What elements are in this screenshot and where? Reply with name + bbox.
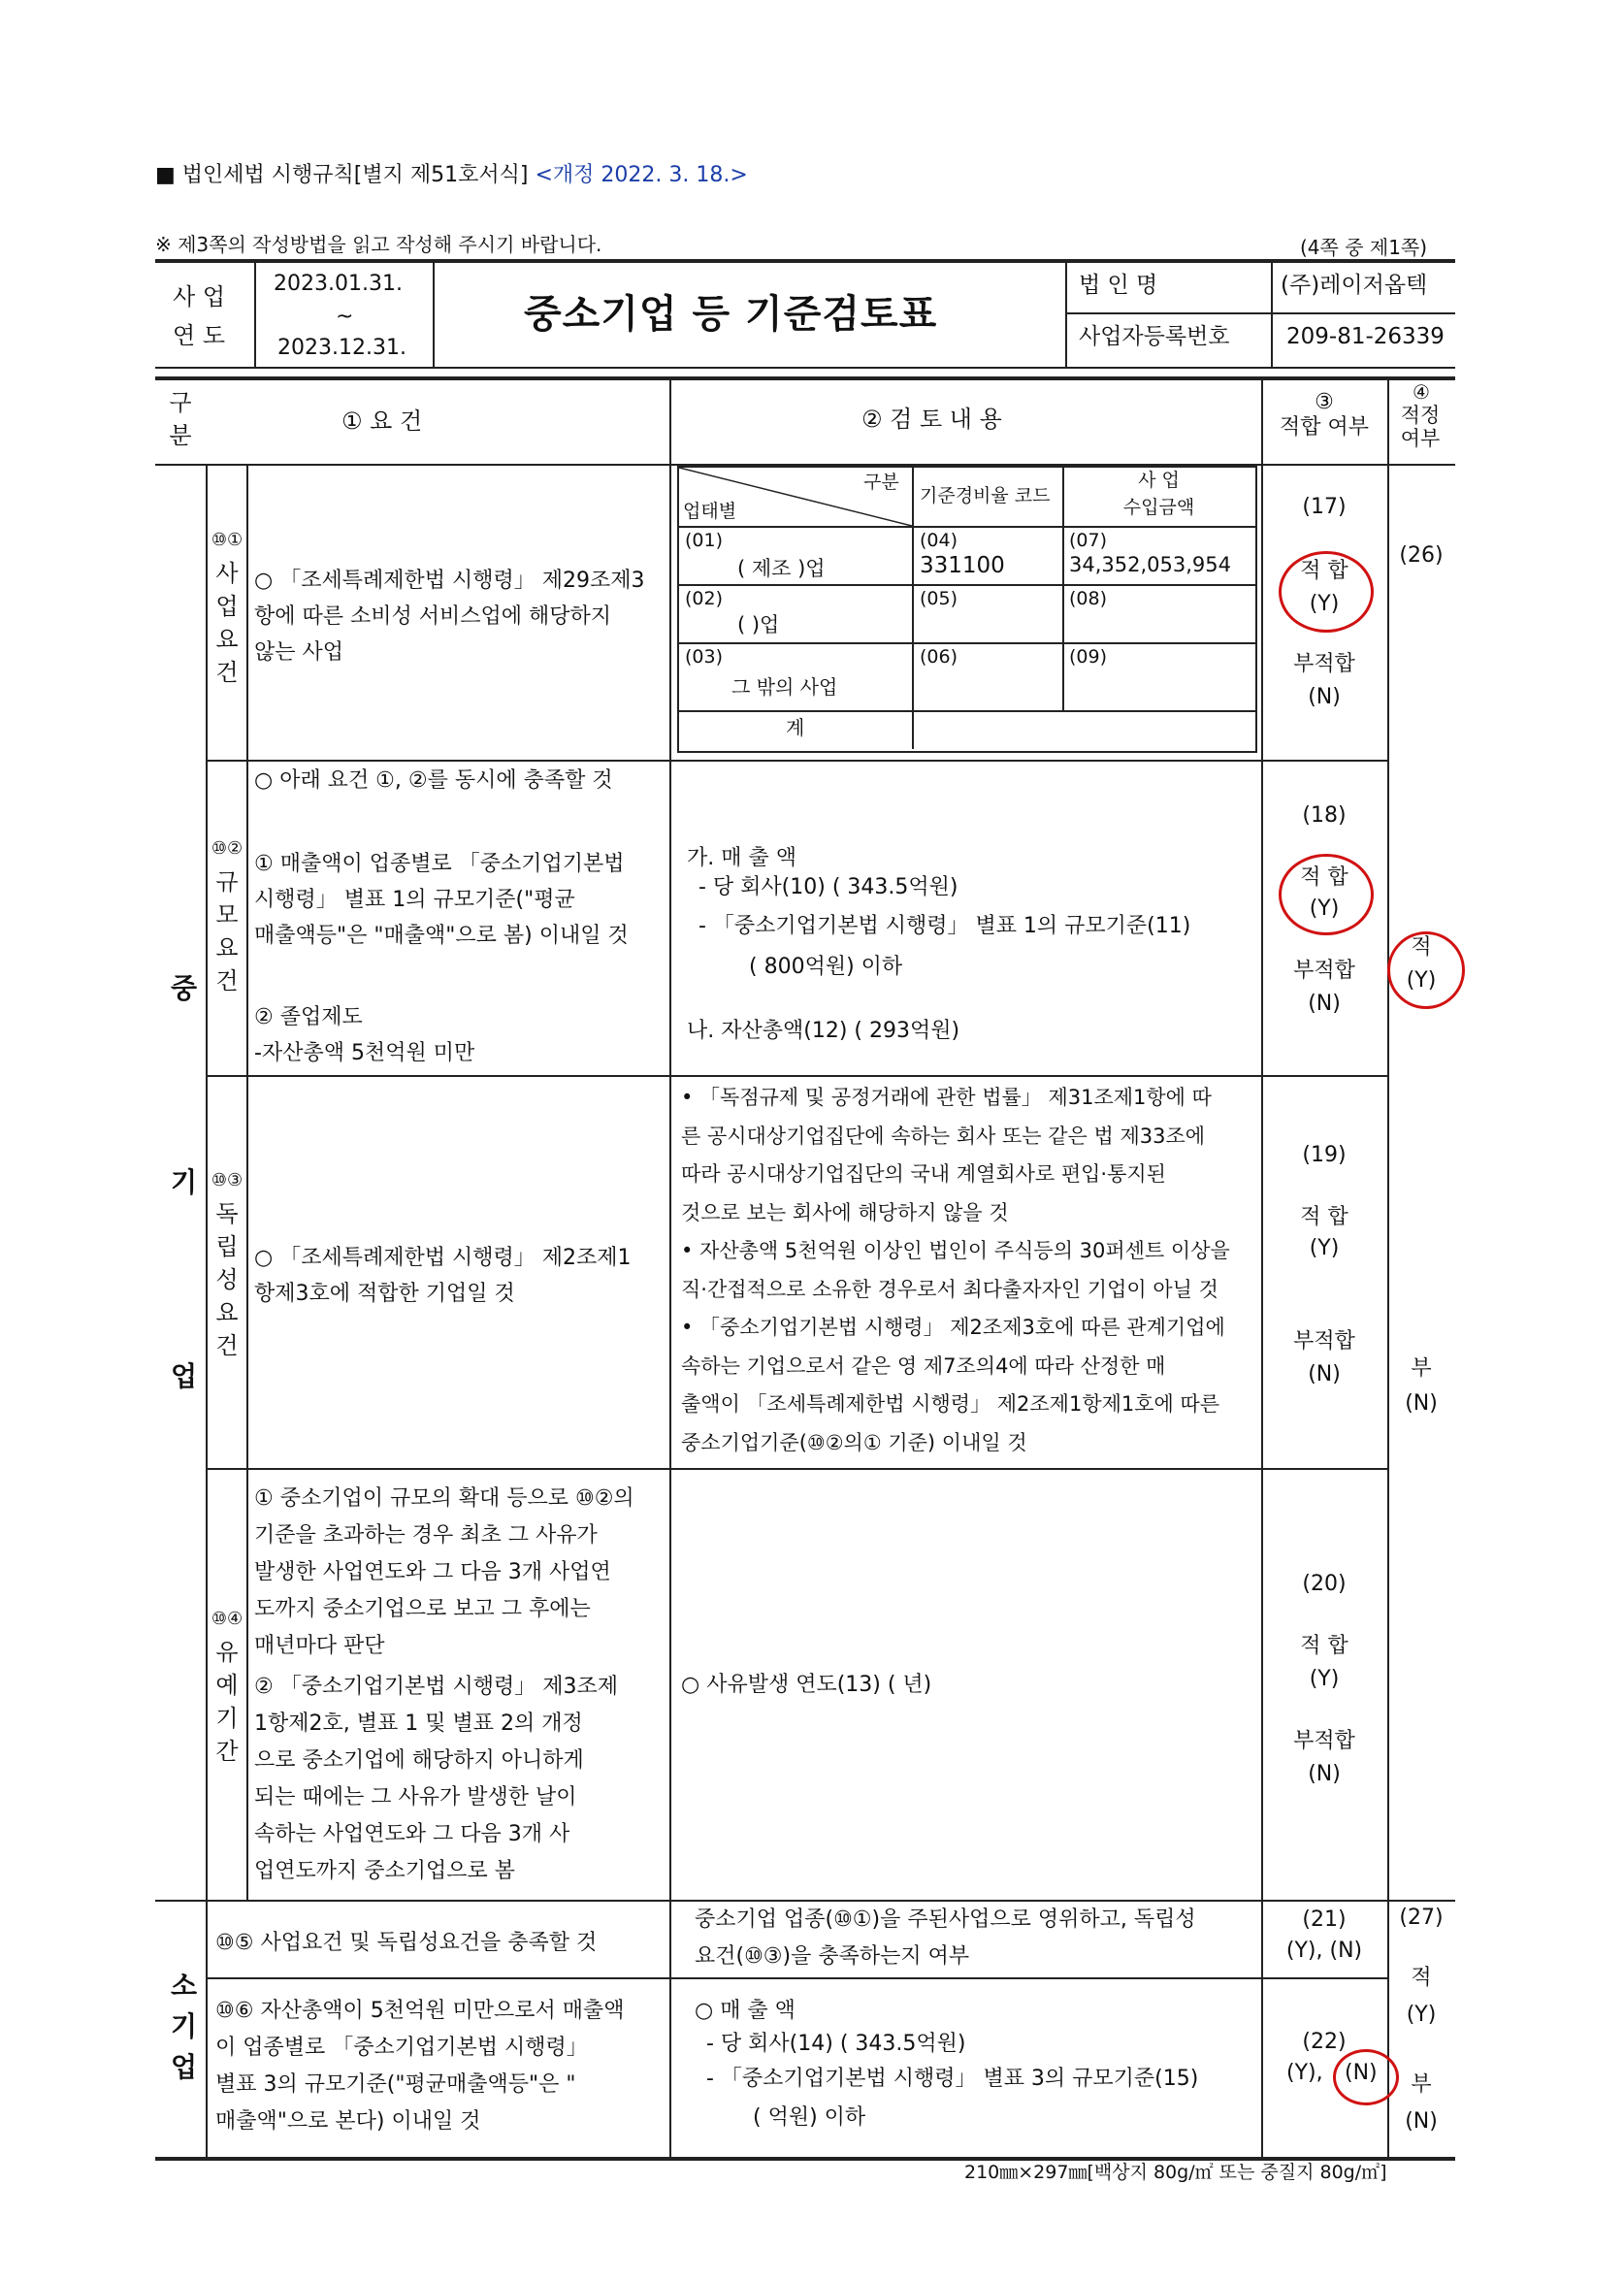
col-divider bbox=[669, 378, 671, 2157]
fit-yes-label: 적 합 bbox=[1300, 1205, 1348, 1229]
fit-yes-label: 적 합 bbox=[1300, 559, 1348, 583]
fit-no-code: (N) bbox=[1345, 2061, 1378, 2085]
divider bbox=[679, 710, 1255, 712]
group-label-sme: 업 bbox=[171, 1360, 198, 1392]
divider bbox=[912, 468, 914, 749]
group-label-sme: 중 bbox=[171, 972, 198, 1004]
document-title: 중소기업 등 기준검토표 bbox=[524, 292, 938, 337]
amount-no: (09) bbox=[1069, 646, 1108, 668]
col-header-review: ② 검 토 내 용 bbox=[861, 406, 1002, 433]
row104-requirement-1: ① 중소기업이 규모의 확대 등으로 ⑩②의 기준을 초과하는 경우 최초 그 사유가 발생한 사업연도와 그 다음 3개 사업연 도까지 중소기업으로 보고 그 후에는 매년마다 판단 bbox=[254, 1486, 634, 1658]
table-bottom-rule bbox=[155, 2157, 1455, 2161]
col-header-fit-num: ③ bbox=[1315, 390, 1334, 414]
proper-yes-label: 적 bbox=[1411, 1966, 1432, 1990]
divider bbox=[679, 584, 1255, 586]
row103-review: • 「독점규제 및 공정거래에 관한 법률」 제31조제1항에 따 른 공시대상기업집단에 속하는 회사 또는 같은 법 제33조에 따라 공시대상기업집단의 국내 계열회사로 편입·통지된 것으로 보는 회사에 해당하지 않을 것 • 자산총액 5천억원 이상인 법인이 주식등의 30퍼센트 이상을 직·간접적으로 소유한 경우로서 최다출자자인 기업이 아닐 것 • 「중소기업기본법 시행령」 제2조제3호에 따른 관계기업에 속하는 기업으로서 같은 영 제7조의4에 따라 산정한 매 출액이 「조세특례제한법 시행령」 제2조제1항제1호에 따른 중소기업기준(⑩②의① 기준) 이내일 것 bbox=[681, 1086, 1230, 1454]
fit-no-code: (N) bbox=[1308, 1362, 1341, 1386]
fit-no-label: 부적합 bbox=[1293, 959, 1355, 983]
proper-no-code: (N) bbox=[1405, 2109, 1438, 2134]
business-type: ( 제조 )업 bbox=[737, 557, 826, 580]
fit-yes-code: (Y) bbox=[1309, 896, 1340, 921]
divider bbox=[1065, 312, 1455, 314]
fit-yes-code: (Y) bbox=[1309, 1236, 1340, 1260]
period-end: 2023.12.31. bbox=[277, 336, 406, 360]
title-bottom-rule bbox=[155, 367, 1455, 369]
business-type: 그 밖의 사업 bbox=[731, 675, 838, 699]
review-size-limit: ( 800억원) 이하 bbox=[749, 955, 903, 979]
business-type: ( )업 bbox=[737, 613, 780, 636]
review-size-limit: ( 억원) 이하 bbox=[753, 2105, 866, 2130]
row101-label: ⑩① 사 업 요 건 bbox=[211, 530, 244, 686]
revision-date: <개정 2022. 3. 18.> bbox=[535, 163, 748, 187]
group-label-small: 업 bbox=[171, 2051, 198, 2083]
fit-no-label: 부적합 bbox=[1293, 1729, 1355, 1753]
total-label: 계 bbox=[786, 716, 805, 739]
fit-no-code: (N) bbox=[1308, 1762, 1341, 1786]
row102-label: ⑩② 규 모 요 건 bbox=[211, 838, 244, 994]
code-no: (05) bbox=[920, 588, 958, 609]
fit-codes: (Y), (N) bbox=[1285, 1939, 1363, 1963]
review-size-standard: - 「중소기업기본법 시행령」 별표 3의 규모기준(15) bbox=[706, 2067, 1199, 2091]
red-circle-mark bbox=[1279, 854, 1374, 935]
row102-requirement-1: ① 매출액이 업종별로 「중소기업기본법 시행령」 별표 1의 규모기준("평균 매출액등"은 "매출액"으로 봄) 이내일 것 bbox=[254, 852, 629, 948]
business-type-table bbox=[677, 466, 1257, 753]
row102-intro: ○ 아래 요건 ①, ②를 동시에 충족할 것 bbox=[254, 768, 613, 793]
divider bbox=[433, 261, 435, 367]
fit-no-code: (N) bbox=[1308, 992, 1341, 1016]
revenue-amount: 34,352,053,954 bbox=[1069, 553, 1231, 576]
fit-no-label: 부적합 bbox=[1293, 1329, 1355, 1353]
code-no: (06) bbox=[920, 646, 958, 668]
row102-requirement-2: ② 졸업제도 -자산총액 5천억원 미만 bbox=[254, 1005, 475, 1065]
col-header-fit: 적합 여부 bbox=[1279, 415, 1369, 440]
col-header-requirement: ① 요 건 bbox=[341, 408, 423, 435]
row104-review: ○ 사유발생 연도(13) ( 년) bbox=[681, 1673, 932, 1697]
biz-no: 209-81-26339 bbox=[1286, 324, 1445, 349]
row-no: (03) bbox=[685, 646, 724, 668]
review-size-standard: - 「중소기업기본법 시행령」 별표 1의 규모기준(11) bbox=[698, 914, 1191, 938]
review-company-sales: - 당 회사(14) ( 343.5억원) bbox=[706, 2032, 966, 2056]
proper-number: (27) bbox=[1399, 1906, 1444, 1930]
fit-yes-code: (Y) bbox=[1309, 1667, 1340, 1691]
fit-yes-label: 적 합 bbox=[1300, 1634, 1348, 1658]
corp-name: (주)레이저옵텍 bbox=[1281, 273, 1428, 298]
row104-requirement-2: ② 「중소기업기본법 시행령」 제3조제 1항제2호, 별표 1 및 별표 2의 개정 으로 중소기업에 해당하지 아니하게 되는 때에는 그 사유가 발생한 날이 속하는 사업연도와 그 다음 3개 사 업연도까지 중소기업으로 봄 bbox=[254, 1675, 618, 1883]
proper-no-code: (N) bbox=[1405, 1391, 1438, 1416]
fit-yes-code: (Y), bbox=[1286, 2061, 1323, 2085]
fit-number: (22) bbox=[1302, 2030, 1347, 2054]
table-header-amount: 사 업 bbox=[1138, 470, 1180, 491]
red-circle-mark bbox=[1387, 931, 1465, 1009]
row101-requirement: ○ 「조세특례제한법 시행령」 제29조제3 항에 따른 소비성 서비스업에 해당하지 않는 사업 bbox=[254, 569, 645, 665]
row106-requirement: ⑩⑥ 자산총액이 5천억원 미만으로서 매출액 이 업종별로 「중소기업기본법 시행령」 별표 3의 규모기준("평균매출액등"은 " 매출액"으로 본다) 이내일 것 bbox=[215, 1999, 625, 2134]
fit-number: (20) bbox=[1302, 1572, 1347, 1596]
col-header-gubun: 구분 bbox=[169, 389, 192, 449]
row104-label: ⑩④ 유 예 기 간 bbox=[211, 1609, 244, 1765]
proper-no-label: 부 bbox=[1411, 2072, 1432, 2097]
fit-number: (17) bbox=[1302, 495, 1347, 519]
page-info: (4쪽 중 제1쪽) bbox=[1300, 236, 1428, 259]
group-label-small: 소 bbox=[171, 1970, 198, 2002]
row-no: (01) bbox=[685, 530, 724, 551]
period-tilde: ~ bbox=[336, 305, 354, 329]
row-divider bbox=[206, 760, 1387, 762]
period-label: 연 도 bbox=[173, 322, 225, 349]
amount-no: (08) bbox=[1069, 588, 1108, 609]
review-sales-heading: ○ 매 출 액 bbox=[695, 1999, 796, 2023]
review-company-sales: - 당 회사(10) ( 343.5억원) bbox=[698, 875, 958, 899]
divider bbox=[679, 526, 1255, 528]
row103-label: ⑩③ 독 립 성 요 건 bbox=[211, 1170, 244, 1359]
proper-yes-code: (Y) bbox=[1406, 2003, 1437, 2027]
col-divider bbox=[1261, 378, 1263, 2157]
corp-name-label: 법 인 명 bbox=[1079, 273, 1158, 298]
row105-requirement: ⑩⑤ 사업요건 및 독립성요건을 충족할 것 bbox=[215, 1931, 598, 1955]
col-header-proper-num: ④ bbox=[1413, 380, 1430, 404]
title-top-rule bbox=[155, 259, 1455, 263]
paper-spec-footer: 210㎜×297㎜[백상지 80g/㎡ 또는 중질지 80g/㎡] bbox=[964, 2162, 1387, 2183]
form-reference: ■ 법인세법 시행규칙[별지 제51호서식] <개정 2022. 3. 18.> bbox=[155, 163, 748, 187]
row-divider bbox=[206, 1075, 1387, 1077]
row-divider bbox=[206, 1468, 1387, 1470]
proper-yes-code: (Y) bbox=[1406, 968, 1437, 993]
group-label-small: 기 bbox=[171, 2010, 198, 2042]
table-header-code: 기준경비율 코드 bbox=[920, 485, 1051, 506]
red-circle-mark bbox=[1279, 551, 1374, 633]
col-divider bbox=[246, 466, 248, 1900]
table-header-type: 업태별 bbox=[683, 501, 737, 522]
row105-review: 중소기업 업종(⑩①)을 주된사업으로 영위하고, 독립성 요건(⑩③)을 충족하는지 여부 bbox=[695, 1907, 1196, 1969]
row-divider bbox=[1387, 1900, 1455, 1902]
row-divider bbox=[206, 1977, 1387, 1979]
divider bbox=[679, 642, 1255, 644]
notice-text: ※ 제3쪽의 작성방법을 읽고 작성해 주시기 바랍니다. bbox=[155, 233, 602, 256]
expense-code: 331100 bbox=[920, 553, 1005, 578]
col-header-proper: 적정 여부 bbox=[1400, 404, 1441, 450]
amount-no: (07) bbox=[1069, 530, 1108, 551]
fit-yes-label: 적 합 bbox=[1300, 865, 1348, 890]
table-header-gubun: 구분 bbox=[863, 472, 899, 493]
fit-no-label: 부적합 bbox=[1293, 652, 1355, 676]
code-no: (04) bbox=[920, 530, 958, 551]
row-no: (02) bbox=[685, 588, 724, 609]
table-top-rule bbox=[155, 376, 1455, 380]
review-sales-heading: 가. 매 출 액 bbox=[687, 846, 796, 870]
biz-no-label: 사업자등록번호 bbox=[1079, 324, 1230, 349]
col-divider bbox=[1387, 378, 1389, 2157]
divider bbox=[254, 261, 256, 367]
period-start: 2023.01.31. bbox=[274, 272, 403, 296]
fit-number: (19) bbox=[1302, 1143, 1347, 1167]
fit-number: (18) bbox=[1302, 803, 1347, 828]
proper-yes-label: 적 bbox=[1411, 935, 1432, 960]
fit-yes-code: (Y) bbox=[1309, 592, 1340, 616]
fit-number: (21) bbox=[1302, 1907, 1347, 1932]
proper-number: (26) bbox=[1399, 543, 1444, 568]
review-total-assets: 나. 자산총액(12) ( 293억원) bbox=[687, 1019, 960, 1043]
proper-no-label: 부 bbox=[1411, 1356, 1432, 1381]
fit-no-code: (N) bbox=[1308, 685, 1341, 709]
group-label-sme: 기 bbox=[171, 1166, 198, 1198]
table-header-amount: 수입금액 bbox=[1122, 497, 1195, 518]
row103-requirement: ○ 「조세특례제한법 시행령」 제2조제1 항제3호에 적합한 기업일 것 bbox=[254, 1246, 632, 1306]
period-label: 사 업 bbox=[173, 283, 225, 310]
